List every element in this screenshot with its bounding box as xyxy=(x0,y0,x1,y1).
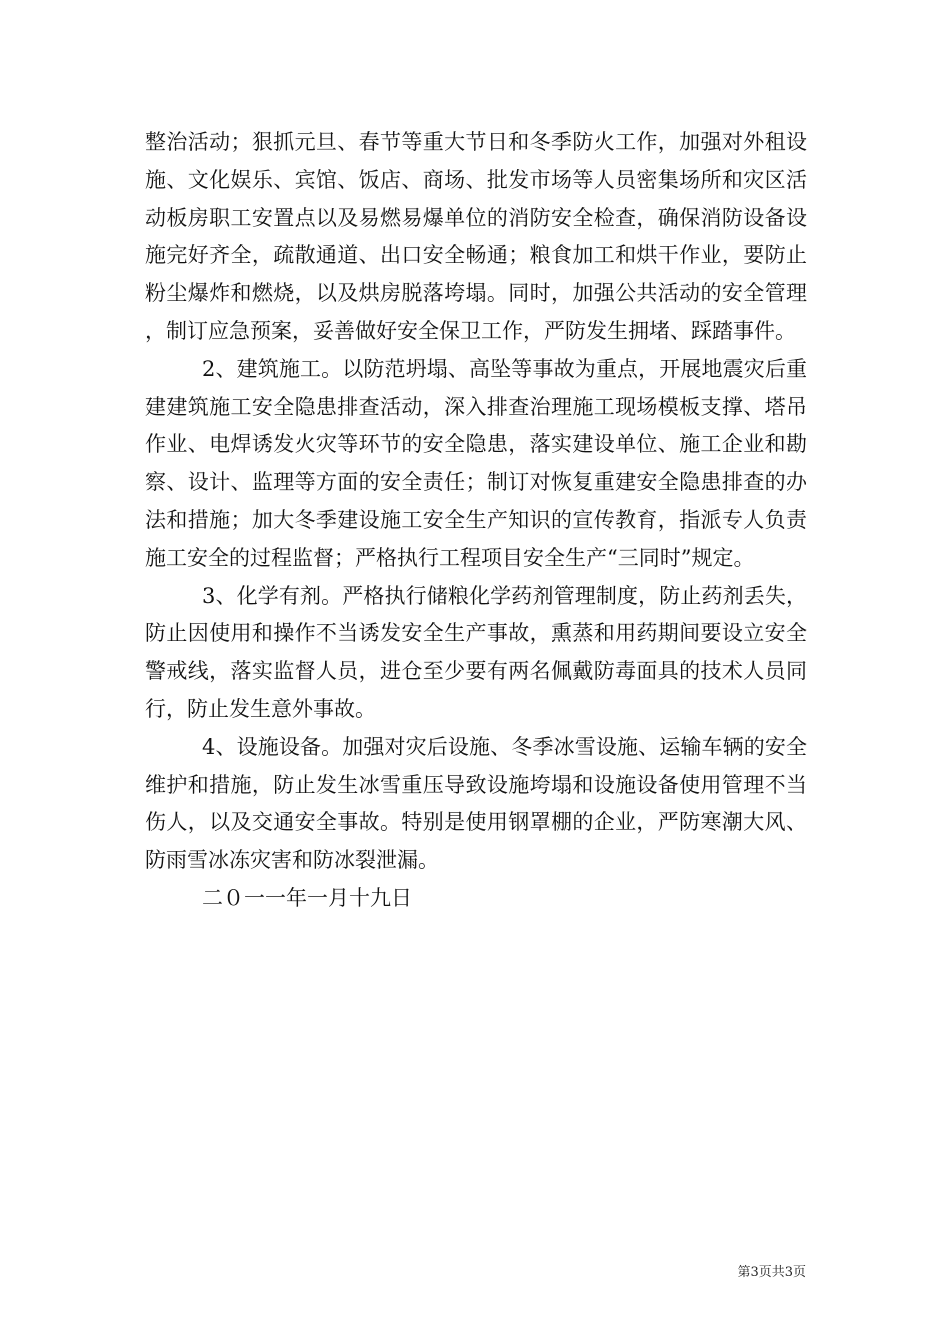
document-date: 二０一一年一月十九日 xyxy=(202,885,412,910)
page-number-footer: 第3页共3页 xyxy=(737,1265,806,1280)
paragraph-construction: 2、建筑施工。以防范坍塌、高坠等事故为重点，开展地震灾后重建建筑施工安全隐患排查活动，深入排查治理施工现场模板支撑、塔吊作业、电焊诱发火灾等环节的安全隐患，落实建设单位、施工企业和勘察、设计、监理等方面的安全责任；制订对恢复重建安全隐患排查的办法和措施；加大冬季建设施工安全生产知识的宣传教育，指派专人负责施工安全的过程监督；严格执行工程项目安全生产“三同时”规定。 xyxy=(145,356,807,570)
paragraph-chemicals: 3、化学有剂。严格执行储粮化学药剂管理制度，防止药剂丢失，防止因使用和操作不当诱发安全生产事故，熏蒸和用药期间要设立安全警戒线，落实监督人员，进仓至少要有两名佩戴防毒面具的技术人员同行，防止发生意外事故。 xyxy=(145,583,807,721)
paragraph-facilities: 4、设施设备。加强对灾后设施、冬季冰雪设施、运输车辆的安全维护和措施，防止发生冰雪重压导致设施垮塌和设施设备使用管理不当伤人，以及交通安全事故。特别是使用钢罩棚的企业，严防寒潮大风、防雨雪冰冻灾害和防冰裂泄漏。 xyxy=(145,734,807,873)
document-body xyxy=(145,124,807,918)
paragraph-fire-safety-continued: 整治活动；狠抓元旦、春节等重大节日和冬季防火工作，加强对外租设施、文化娱乐、宾馆、饭店、商场、批发市场等人员密集场所和灾区活动板房职工安置点以及易燃易爆单位的消防安全检查，确保消防设备设施完好齐全，疏散通道、出口安全畅通；粮食加工和烘干作业，要防止粉尘爆炸和燃烧，以及烘房脱落垮塌。同时，加强公共活动的安全管理，制订应急预案，妥善做好安全保卫工作，严防发生拥堵、踩踏事件。 xyxy=(145,130,807,343)
